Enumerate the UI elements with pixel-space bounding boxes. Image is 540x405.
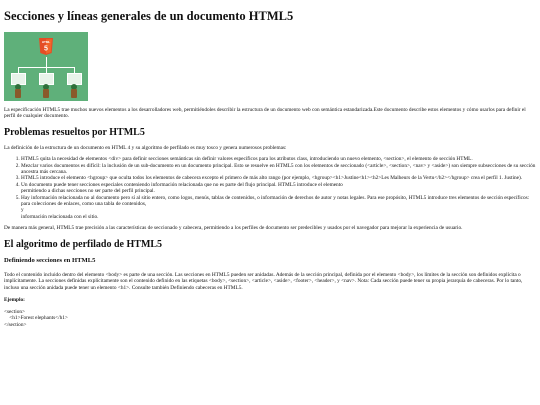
sections-body: Todo el contenido incluido dentro del elemento <body> es parte de una sección. Las secciones en HTML5 pueden ser anidadas. Además de la sección principal, definida por el elemento <body>, los límites de la sección son definidos explícita o implícitamente. La secciones definidas explícitamente son el contenido definido en las etiquetas <body>, <section>, <article>, <aside>, <footer>, <header>, y <nav>. Nota: Cada sección puede tener su propia jerarquía de cabeceras. Por lo tanto, incluso una sección anidada puede tener un elemento <h1>. Consulte también Definiendo cabeceras en HTML5.	[4, 271, 523, 291]
intro-paragraph: La especificación HTML5 trae muchos nuevos elementos a los desarrolladores web, permitiéndoles describir la estructura de un documento web con semántica estandarizada.Este documento describe estos elementos y cómo usarlos para definir el perfil de cualquier documento.	[4, 107, 526, 120]
problems-list	[4, 156, 536, 220]
page-title: Secciones y líneas generales de un documento HTML5	[4, 9, 294, 23]
list-item: 5. Hay información relacionada no al documento pero sí al sitio entero, como logos, menús, tablas de contenidos, o información de derechos de autor y notas legales. Para ese propósito, HTML5 introduce tres elementos de sección específicos: para colecciones de enlaces, como una tabla de contenidos, y información relacionada con el sitio.	[21, 195, 536, 221]
html5-shield-icon	[38, 38, 54, 56]
html5-badge-number: 5	[44, 45, 48, 53]
code-line: <section>	[4, 308, 25, 315]
subheading-defining-sections: Definiendo secciones en HTML5	[4, 256, 96, 264]
code-line: <h1>Forest elephants</h1>	[4, 315, 68, 322]
list-item: 3. HTML5 introduce el elemento <hgroup> que oculta todos los elementos de cabecera excepto el primero de más alto rango (por ejemplo, <hgroup><h1>Justine<h1><h2>Les Malheurs de la Vertu</h2></hgroup> crea el perfil 1. Justine).	[21, 175, 536, 181]
code-line: </section>	[4, 321, 27, 328]
problems-closing: De manera más general, HTML5 trae precisión a las características de seccionado y cabecera, permitiendo a los perfiles de documento ser predecibles y usados por el navegador para mejorar la experiencia de usuario.	[4, 225, 463, 232]
list-item: 4. Un documento puede tener secciones especiales conteniendo información relacionada que no es parte del flujo principal. HTML5 introduce el elemento permitiendo a dichas secciones no ser parte del perfil principal.	[21, 182, 536, 195]
problems-lead: La definición de la estructura de un documento en HTML 4 y su algoritmo de perfilado es muy tosco y genera numerosos problemas:	[4, 144, 287, 151]
list-item: 1. HTML5 quita la necesidad de elementos <div> para definir secciones semánticas sin definir valores específicos para los atributos class, introduciendo un nuevo elemento, <section>, el elemento de sección HTML.	[21, 156, 536, 162]
html5-badge-text: HTML	[41, 40, 51, 44]
list-item: 2. Mezclar varios documentos es difícil: la inclusión de un sub-documento en un documento principal. Esto se resuelve en HTML5 con los elementos de seccionado (<article>, <section>, <nav> y <aside>) son siempre subsecciones de su sección ancestra más cercana.	[21, 163, 536, 176]
html5-illustration	[4, 32, 88, 101]
section-heading-algorithm: El algoritmo de perfilado de HTML5	[4, 238, 163, 250]
section-heading-problems: Problemas resueltos por HTML5	[4, 126, 145, 138]
example-label: Ejemplo:	[4, 296, 25, 303]
